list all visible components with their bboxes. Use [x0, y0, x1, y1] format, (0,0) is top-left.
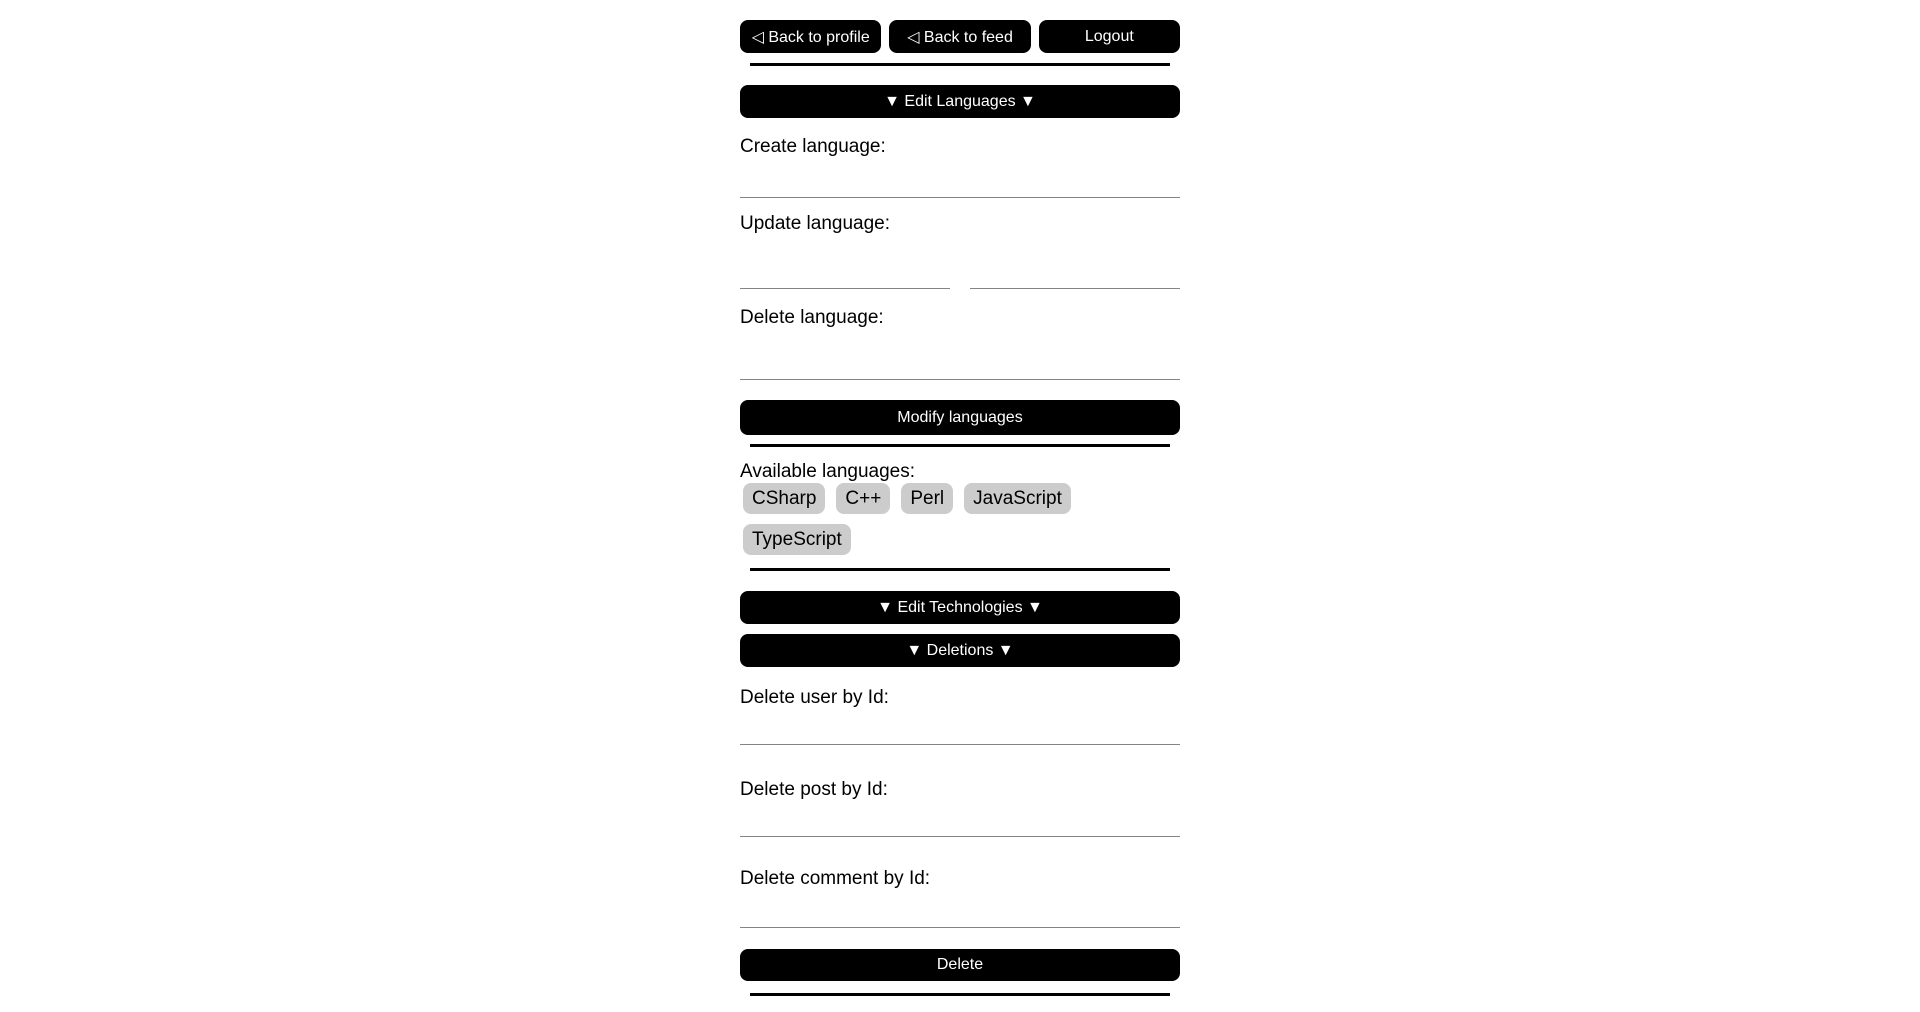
available-languages-list — [740, 483, 1180, 555]
language-tag: Perl — [901, 483, 953, 514]
delete-post-label: Delete post by Id: — [740, 779, 888, 800]
edit-technologies-toggle-label: Edit Technologies — [897, 598, 1023, 616]
divider — [750, 63, 1170, 66]
deletions-toggle[interactable] — [740, 634, 1180, 667]
modify-languages-button[interactable]: Modify languages — [740, 400, 1180, 435]
caret-down-icon: ▼ — [877, 598, 893, 616]
create-language-label: Create language: — [740, 136, 886, 157]
edit-languages-toggle[interactable] — [740, 85, 1180, 118]
delete-post-input[interactable] — [740, 809, 1180, 837]
delete-comment-label: Delete comment by Id: — [740, 868, 931, 889]
language-tag: C++ — [836, 483, 890, 514]
update-language-inputs-row — [740, 261, 1180, 289]
divider — [750, 444, 1170, 447]
edit-languages-toggle-label: Edit Languages — [904, 92, 1016, 110]
divider — [750, 993, 1170, 996]
content-column — [740, 0, 1180, 996]
caret-down-icon: ▼ — [884, 92, 900, 110]
edit-technologies-toggle[interactable] — [740, 591, 1180, 624]
language-tag: JavaScript — [964, 483, 1071, 514]
update-language-old-input[interactable] — [740, 261, 950, 289]
caret-down-icon: ▼ — [906, 641, 923, 659]
delete-user-input[interactable] — [740, 717, 1180, 745]
create-language-input[interactable] — [740, 170, 1180, 198]
update-language-label: Update language: — [740, 213, 891, 234]
logout-button[interactable] — [1039, 20, 1180, 53]
caret-down-icon: ▼ — [1020, 92, 1036, 110]
deletions-toggle-label: Deletions — [926, 641, 994, 659]
back-to-feed-label: Back to feed — [923, 28, 1013, 46]
language-tag: TypeScript — [743, 524, 851, 555]
back-to-profile-button[interactable] — [740, 20, 881, 53]
update-language-new-input[interactable] — [970, 261, 1180, 289]
delete-language-label: Delete language: — [740, 307, 884, 328]
caret-down-icon: ▼ — [997, 641, 1014, 659]
delete-language-input[interactable] — [740, 352, 1180, 380]
back-to-profile-label: Back to profile — [768, 28, 870, 46]
caret-down-icon: ▼ — [1027, 598, 1043, 616]
available-languages-label: Available languages: — [740, 461, 916, 482]
top-button-row — [740, 20, 1180, 53]
language-tag: CSharp — [743, 483, 825, 514]
back-arrow-icon: ◁ — [751, 28, 764, 46]
back-arrow-icon: ◁ — [907, 28, 920, 46]
back-to-feed-button[interactable] — [889, 20, 1030, 53]
delete-comment-input[interactable] — [740, 900, 1180, 928]
divider — [750, 568, 1170, 571]
logout-label: Logout — [1084, 27, 1134, 45]
delete-button[interactable]: Delete — [740, 949, 1180, 981]
delete-user-label: Delete user by Id: — [740, 687, 889, 708]
